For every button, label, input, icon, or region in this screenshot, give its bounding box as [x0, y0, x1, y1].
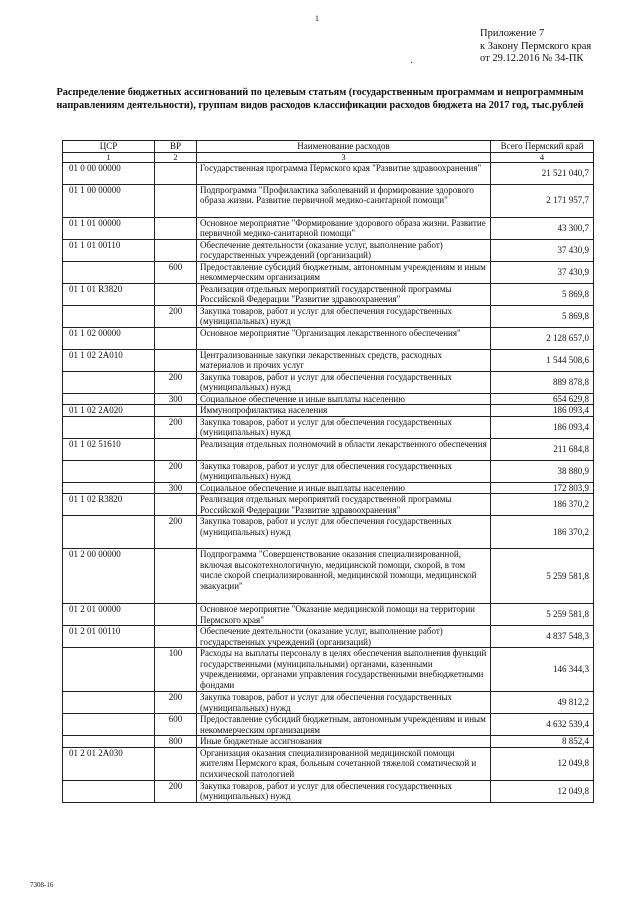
total-cell: 186 093,4 — [491, 416, 594, 438]
csr-code-cell — [63, 305, 155, 327]
vr-cell: 200 — [155, 780, 197, 802]
total-cell: 186 093,4 — [491, 405, 594, 417]
column-number: 2 — [155, 152, 197, 162]
csr-code-cell — [63, 648, 155, 692]
table-row — [63, 460, 594, 482]
vr-cell — [155, 217, 197, 239]
csr-code-cell: 01 1 01 R3820 — [63, 283, 155, 305]
csr-code-cell: 01 1 02 2A010 — [63, 349, 155, 371]
total-cell: 186 370,2 — [491, 516, 594, 549]
expense-name-cell: Основное мероприятие "Формирование здорового образа жизни. Развитие первичной медико-санитарной помощи" — [197, 217, 491, 239]
csr-code-cell: 01 1 01 00110 — [63, 239, 155, 261]
expense-name-cell: Централизованные закупки лекарственных средств, расходных материалов и прочих услуг — [197, 349, 491, 371]
appendix-line: к Закону Пермского края — [480, 40, 592, 52]
table-row — [63, 736, 594, 748]
table-row — [63, 482, 594, 494]
expense-name-cell: Реализация отдельных полномочий в области лекарственного обеспечения — [197, 438, 491, 460]
table-row — [63, 747, 594, 780]
csr-code-cell: 01 1 00 00000 — [63, 184, 155, 217]
column-number-row — [63, 152, 594, 162]
expense-name-cell: Предоставление субсидий бюджетным, автономным учреждениям и иным некоммерческим организациям — [197, 261, 491, 283]
csr-code-cell: 01 2 01 00110 — [63, 626, 155, 648]
table-row — [63, 714, 594, 736]
expense-name-cell: Закупка товаров, работ и услуг для обеспечения государственных (муниципальных) нужд — [197, 460, 491, 482]
appendix-header — [480, 28, 591, 66]
table-row — [63, 438, 594, 460]
csr-code-cell: 01 1 02 R3820 — [63, 494, 155, 516]
expense-name-cell: Обеспечение деятельности (оказание услуг, выполнение работ) государственных учреждений (организаций) — [197, 239, 491, 261]
header-csr: ЦСР — [63, 141, 155, 153]
vr-cell — [155, 438, 197, 460]
total-cell: 4 837 548,3 — [491, 626, 594, 648]
vr-cell: 200 — [155, 305, 197, 327]
expense-name-cell: Иные бюджетные ассигнования — [197, 736, 491, 748]
vr-cell: 300 — [155, 482, 197, 494]
total-cell: 8 852,4 — [491, 736, 594, 748]
vr-cell: 800 — [155, 736, 197, 748]
expense-name-cell: Социальное обеспечение и иные выплаты населению — [197, 393, 491, 405]
expense-name-cell: Основное мероприятие "Организация лекарственного обеспечения" — [197, 327, 491, 349]
vr-cell: 200 — [155, 416, 197, 438]
csr-code-cell: 01 1 02 51610 — [63, 438, 155, 460]
total-cell: 12 049,8 — [491, 780, 594, 802]
vr-cell — [155, 349, 197, 371]
expense-name-cell: Предоставление субсидий бюджетным, автономным учреждениям и иным некоммерческим организациям — [197, 714, 491, 736]
expense-name-cell: Социальное обеспечение и иные выплаты населению — [197, 482, 491, 494]
page-number: 1 — [315, 14, 319, 23]
expense-name-cell: Подпрограмма "Профилактика заболеваний и формирование здорового образа жизни. Развитие первичной медико-санитарной помощи" — [197, 184, 491, 217]
total-cell: 146 344,3 — [491, 648, 594, 692]
total-cell: 38 880,9 — [491, 460, 594, 482]
total-cell: 37 430,9 — [491, 239, 594, 261]
expense-name-cell: Основное мероприятие "Оказание медицинской помощи на территории Пермского края" — [197, 604, 491, 626]
table-row — [63, 604, 594, 626]
total-cell: 5 259 581,8 — [491, 549, 594, 604]
table-row — [63, 405, 594, 417]
total-cell: 12 049,8 — [491, 747, 594, 780]
csr-code-cell — [63, 393, 155, 405]
vr-cell: 200 — [155, 371, 197, 393]
table-row — [63, 283, 594, 305]
total-cell: 1 544 508,6 — [491, 349, 594, 371]
expense-name-cell: Расходы на выплаты персоналу в целях обеспечения выполнения функций государственными (муниципальными) органами, казенными учреждениями, органами управления государственными внебюджетными фондами — [197, 648, 491, 692]
expense-name-cell: Иммунопрофилактика населения — [197, 405, 491, 417]
footer-code: 7308-16 — [30, 881, 54, 889]
table-row — [63, 261, 594, 283]
table-row — [63, 692, 594, 714]
csr-code-cell: 01 1 01 00000 — [63, 217, 155, 239]
expense-name-cell: Реализация отдельных мероприятий государственной программы Российской Федерации "Развитие здравоохранения" — [197, 494, 491, 516]
table-row — [63, 327, 594, 349]
table-row — [63, 184, 594, 217]
expense-name-cell: Закупка товаров, работ и услуг для обеспечения государственных (муниципальных) нужд — [197, 516, 491, 549]
column-number: 1 — [63, 152, 155, 162]
csr-code-cell: 01 2 01 2A030 — [63, 747, 155, 780]
expense-name-cell: Подпрограмма "Совершенствование оказания специализированной, включая высокотехнологичную, медицинской помощи, скорой, в том числе скорой специализированной, медицинской помощи, медицинской эвакуации" — [197, 549, 491, 604]
csr-code-cell — [63, 780, 155, 802]
csr-code-cell — [63, 692, 155, 714]
table-row — [63, 626, 594, 648]
vr-cell — [155, 626, 197, 648]
column-number: 4 — [491, 152, 594, 162]
table-row — [63, 239, 594, 261]
table-row — [63, 393, 594, 405]
total-cell: 889 878,8 — [491, 371, 594, 393]
column-number: 3 — [197, 152, 491, 162]
csr-code-cell: 01 1 02 2A020 — [63, 405, 155, 417]
vr-cell: 300 — [155, 393, 197, 405]
table-row — [63, 305, 594, 327]
csr-code-cell — [63, 416, 155, 438]
vr-cell — [155, 604, 197, 626]
header-total: Всего Пермский край — [491, 141, 594, 153]
table-row — [63, 162, 594, 184]
header-row — [63, 141, 594, 153]
expense-name-cell: Закупка товаров, работ и услуг для обеспечения государственных (муниципальных) нужд — [197, 416, 491, 438]
expense-name-cell: Закупка товаров, работ и услуг для обеспечения государственных (муниципальных) нужд — [197, 780, 491, 802]
table-row — [63, 494, 594, 516]
total-cell: 172 803,9 — [491, 482, 594, 494]
csr-code-cell — [63, 371, 155, 393]
vr-cell — [155, 405, 197, 417]
header-vr: ВР — [155, 141, 197, 153]
total-cell: 2 171 957,7 — [491, 184, 594, 217]
expense-name-cell: Государственная программа Пермского края "Развитие здравоохранения" — [197, 162, 491, 184]
total-cell: 5 869,8 — [491, 305, 594, 327]
csr-code-cell: 01 1 02 00000 — [63, 327, 155, 349]
vr-cell: 600 — [155, 714, 197, 736]
appendix-line: Приложение 7 — [480, 28, 545, 39]
table-row — [63, 516, 594, 549]
expense-name-cell: Закупка товаров, работ и услуг для обеспечения государственных (муниципальных) нужд — [197, 305, 491, 327]
total-cell: 5 869,8 — [491, 283, 594, 305]
total-cell: 4 632 539,4 — [491, 714, 594, 736]
vr-cell — [155, 494, 197, 516]
vr-cell — [155, 549, 197, 604]
expense-name-cell: Обеспечение деятельности (оказание услуг, выполнение работ) государственных учреждений (организаций) — [197, 626, 491, 648]
csr-code-cell — [63, 261, 155, 283]
budget-table — [62, 140, 594, 803]
csr-code-cell: 01 0 00 00000 — [63, 162, 155, 184]
table-row — [63, 780, 594, 802]
table-row — [63, 217, 594, 239]
total-cell: 5 259 581,8 — [491, 604, 594, 626]
vr-cell — [155, 747, 197, 780]
table-row — [63, 416, 594, 438]
table-row — [63, 371, 594, 393]
csr-code-cell — [63, 460, 155, 482]
vr-cell — [155, 239, 197, 261]
total-cell: 186 370,2 — [491, 494, 594, 516]
total-cell: 37 430,9 — [491, 261, 594, 283]
total-cell: 211 684,8 — [491, 438, 594, 460]
total-cell: 43 300,7 — [491, 217, 594, 239]
total-cell: 654 629,8 — [491, 393, 594, 405]
vr-cell: 600 — [155, 261, 197, 283]
csr-code-cell: 01 2 01 00000 — [63, 604, 155, 626]
total-cell: 21 521 040,7 — [491, 162, 594, 184]
csr-code-cell — [63, 482, 155, 494]
csr-code-cell — [63, 736, 155, 748]
expense-name-cell: Закупка товаров, работ и услуг для обеспечения государственных (муниципальных) нужд — [197, 371, 491, 393]
expense-name-cell: Реализация отдельных мероприятий государственной программы Российской Федерации "Развитие здравоохранения" — [197, 283, 491, 305]
vr-cell: 200 — [155, 516, 197, 549]
appendix-line: от 29.12.2016 № 34-ПК — [480, 53, 584, 64]
csr-code-cell — [63, 516, 155, 549]
table-row — [63, 549, 594, 604]
vr-cell: 200 — [155, 460, 197, 482]
vr-cell: 200 — [155, 692, 197, 714]
csr-code-cell — [63, 714, 155, 736]
vr-cell: 100 — [155, 648, 197, 692]
vr-cell — [155, 283, 197, 305]
vr-cell — [155, 162, 197, 184]
expense-name-cell: Закупка товаров, работ и услуг для обеспечения государственных (муниципальных) нужд — [197, 692, 491, 714]
total-cell: 2 128 657,0 — [491, 327, 594, 349]
stray-dot: · — [410, 58, 414, 69]
expense-name-cell: Организация оказания специализированной медицинской помощи жителям Пермского края, больным сочетанной тяжелой соматической и психической патологией — [197, 747, 491, 780]
vr-cell — [155, 184, 197, 217]
document-title: Распределение бюджетных ассигнований по целевым статьям (государственным программам и непрограммным направлениям деятельности), группам видов расходов классификации расходов бюджета на 2017 год, тыс.рублей — [56, 87, 584, 111]
csr-code-cell: 01 2 00 00000 — [63, 549, 155, 604]
header-name: Наименование расходов — [197, 141, 491, 153]
vr-cell — [155, 327, 197, 349]
total-cell: 49 812,2 — [491, 692, 594, 714]
table-row — [63, 648, 594, 692]
table-row — [63, 349, 594, 371]
